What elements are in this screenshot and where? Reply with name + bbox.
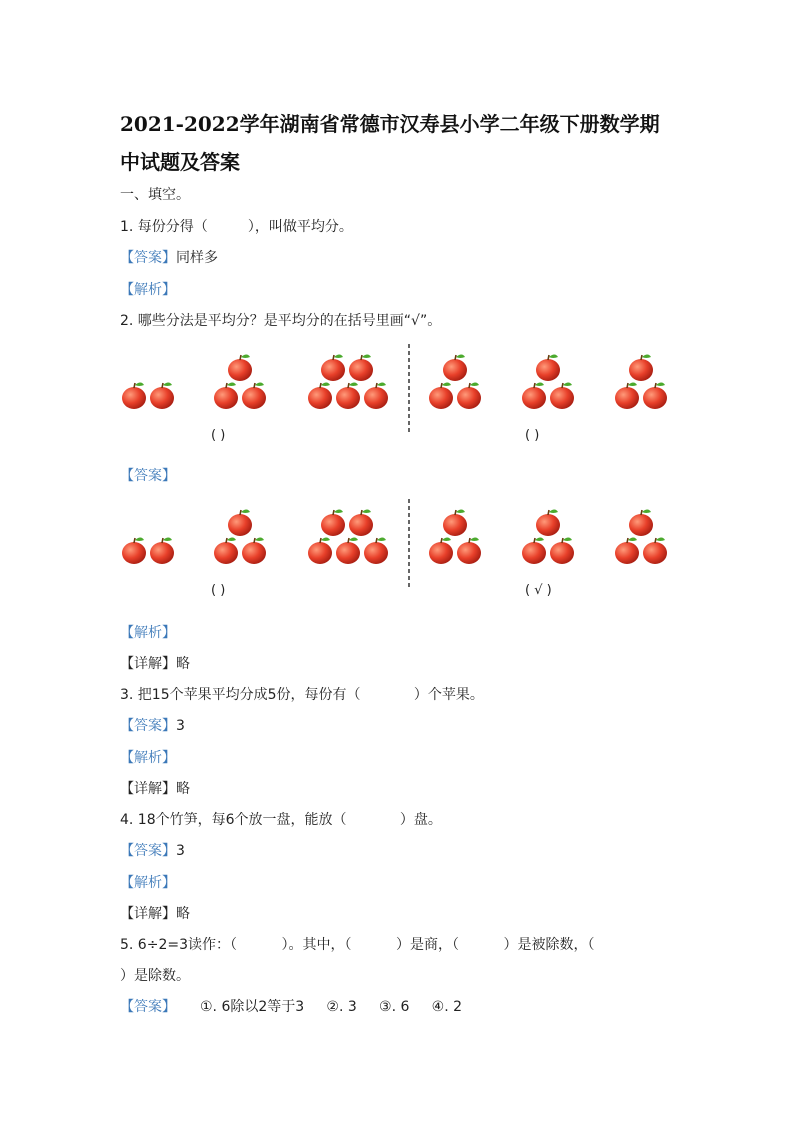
apple-icon: [150, 383, 174, 410]
apple-icon: [150, 538, 174, 565]
q3-answer-row: [120, 717, 185, 735]
apple-icon: [214, 383, 238, 410]
apple-icon: [536, 355, 560, 382]
question-4: 4. 18个竹笋，每6个放一盘，能放（ ）盘。: [120, 812, 442, 828]
apple-icon: [308, 383, 332, 410]
apple-icon: [336, 383, 360, 410]
apple-icon: [615, 383, 639, 410]
q4-answer: 3: [176, 843, 185, 859]
q2-answer-tag: 【答案】: [120, 468, 176, 484]
apple-icon: [550, 538, 574, 565]
question-3: 3. 把15个苹果平均分成5份，每份有（ ）个苹果。: [120, 687, 484, 703]
left-paren-answer: ( ): [211, 583, 226, 598]
question-1: 1. 每份分得（ ），叫做平均分。: [120, 219, 353, 235]
q4-answer-row: [120, 842, 185, 860]
q5-answer: ①. 6除以2等于3 ②. 3 ③. 6 ④. 2: [200, 999, 463, 1015]
apple-icon: [228, 355, 252, 382]
apple-icon: [536, 510, 560, 537]
apple-icon: [122, 383, 146, 410]
apple-icon: [643, 538, 667, 565]
apple-icon: [364, 538, 388, 565]
q2-detail: 【详解】略: [120, 656, 190, 672]
apple-icon: [615, 538, 639, 565]
q2-question-figure: [122, 344, 667, 432]
answer-tag: 【答案】: [120, 250, 176, 266]
apple-icon: [321, 355, 345, 382]
answer-tag: 【答案】: [120, 843, 176, 859]
apple-icon: [242, 383, 266, 410]
q4-analysis-tag: 【解析】: [120, 875, 176, 891]
apple-icon: [228, 510, 252, 537]
q3-answer: 3: [176, 718, 185, 734]
apple-icon: [349, 355, 373, 382]
doc-title-line2: 中试题及答案: [120, 150, 240, 174]
apple-icon: [214, 538, 238, 565]
section-heading: 一、填空。: [120, 187, 190, 203]
apple-icon: [122, 538, 146, 565]
apple-icon: [629, 355, 653, 382]
q2-analysis-tag: 【解析】: [120, 625, 176, 641]
q3-detail: 【详解】略: [120, 781, 190, 797]
apple-icon: [336, 538, 360, 565]
apple-icon: [443, 510, 467, 537]
answer-tag: 【答案】: [120, 718, 176, 734]
apple-icon: [429, 538, 453, 565]
q2-answer-figure: [122, 499, 667, 587]
q1-answer: 同样多: [176, 250, 218, 266]
left-paren-question: ( ): [211, 428, 226, 443]
apple-icon: [242, 538, 266, 565]
apple-icon: [522, 383, 546, 410]
apple-icon: [643, 383, 667, 410]
question-5-line2: ）是除数。: [120, 968, 190, 984]
answer-tag: 【答案】: [120, 999, 176, 1015]
apple-icon: [349, 510, 373, 537]
right-paren-question: ( ): [525, 428, 540, 443]
apple-icon: [308, 538, 332, 565]
question-5-line1: 5. 6÷2=3读作：（ ）。其中，（ ）是商，（ ）是被除数，（: [120, 937, 595, 953]
apple-icon: [629, 510, 653, 537]
q1-answer-row: [120, 249, 218, 267]
doc-title-line1: 2021-2022学年湖南省常德市汉寿县小学二年级下册数学期: [120, 112, 660, 136]
right-paren-answer: ( √ ): [525, 583, 552, 598]
apple-icon: [443, 355, 467, 382]
q4-detail: 【详解】略: [120, 906, 190, 922]
q5-answer-row: [120, 998, 462, 1016]
apple-icon: [457, 538, 481, 565]
apple-icon: [429, 383, 453, 410]
apple-icon: [364, 383, 388, 410]
apple-icon: [321, 510, 345, 537]
question-2: 2. 哪些分法是平均分？是平均分的在括号里画“√”。: [120, 313, 442, 329]
apple-icon: [522, 538, 546, 565]
apple-icon: [457, 383, 481, 410]
q1-analysis-tag: 【解析】: [120, 282, 176, 298]
apple-icon: [550, 383, 574, 410]
q3-analysis-tag: 【解析】: [120, 750, 176, 766]
